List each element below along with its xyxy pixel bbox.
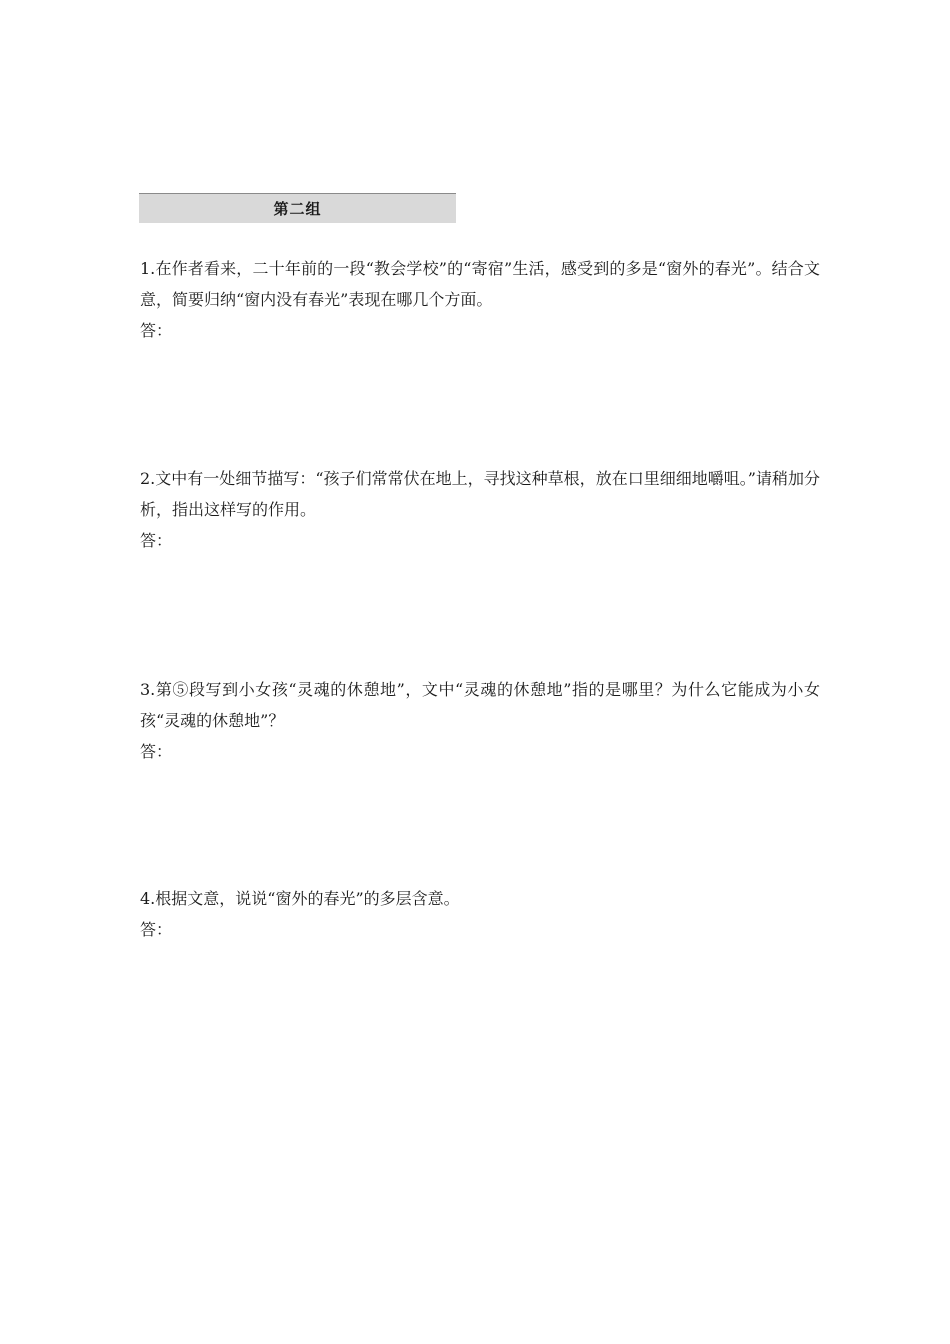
question-text: 1.在作者看来，二十年前的一段“教会学校”的“寄宿”生活，感受到的多是“窗外的春光”。结合文意，简要归纳“窗内没有春光”表现在哪几个方面。 [140,259,820,309]
answer-label: 答： [140,321,173,340]
group-title: 第二组 [139,193,456,223]
answer-label: 答： [140,920,173,939]
answer-label: 答： [140,742,173,761]
answer-label: 答： [140,531,173,550]
question-text: 4.根据文意，说说“窗外的春光”的多层含意。 [140,889,460,908]
question-4 [140,883,820,945]
question-text: 3.第⑤段写到小女孩“灵魂的休憩地”，文中“灵魂的休憩地”指的是哪里？为什么它能成为小女孩“灵魂的休憩地”？ [140,680,820,730]
question-text: 2.文中有一处细节描写：“孩子们常常伏在地上，寻找这种草根，放在口里细细地嚼咀。”请稍加分析，指出这样写的作用。 [140,469,820,519]
question-1 [140,253,820,346]
question-2 [140,463,820,556]
question-3 [140,674,820,767]
